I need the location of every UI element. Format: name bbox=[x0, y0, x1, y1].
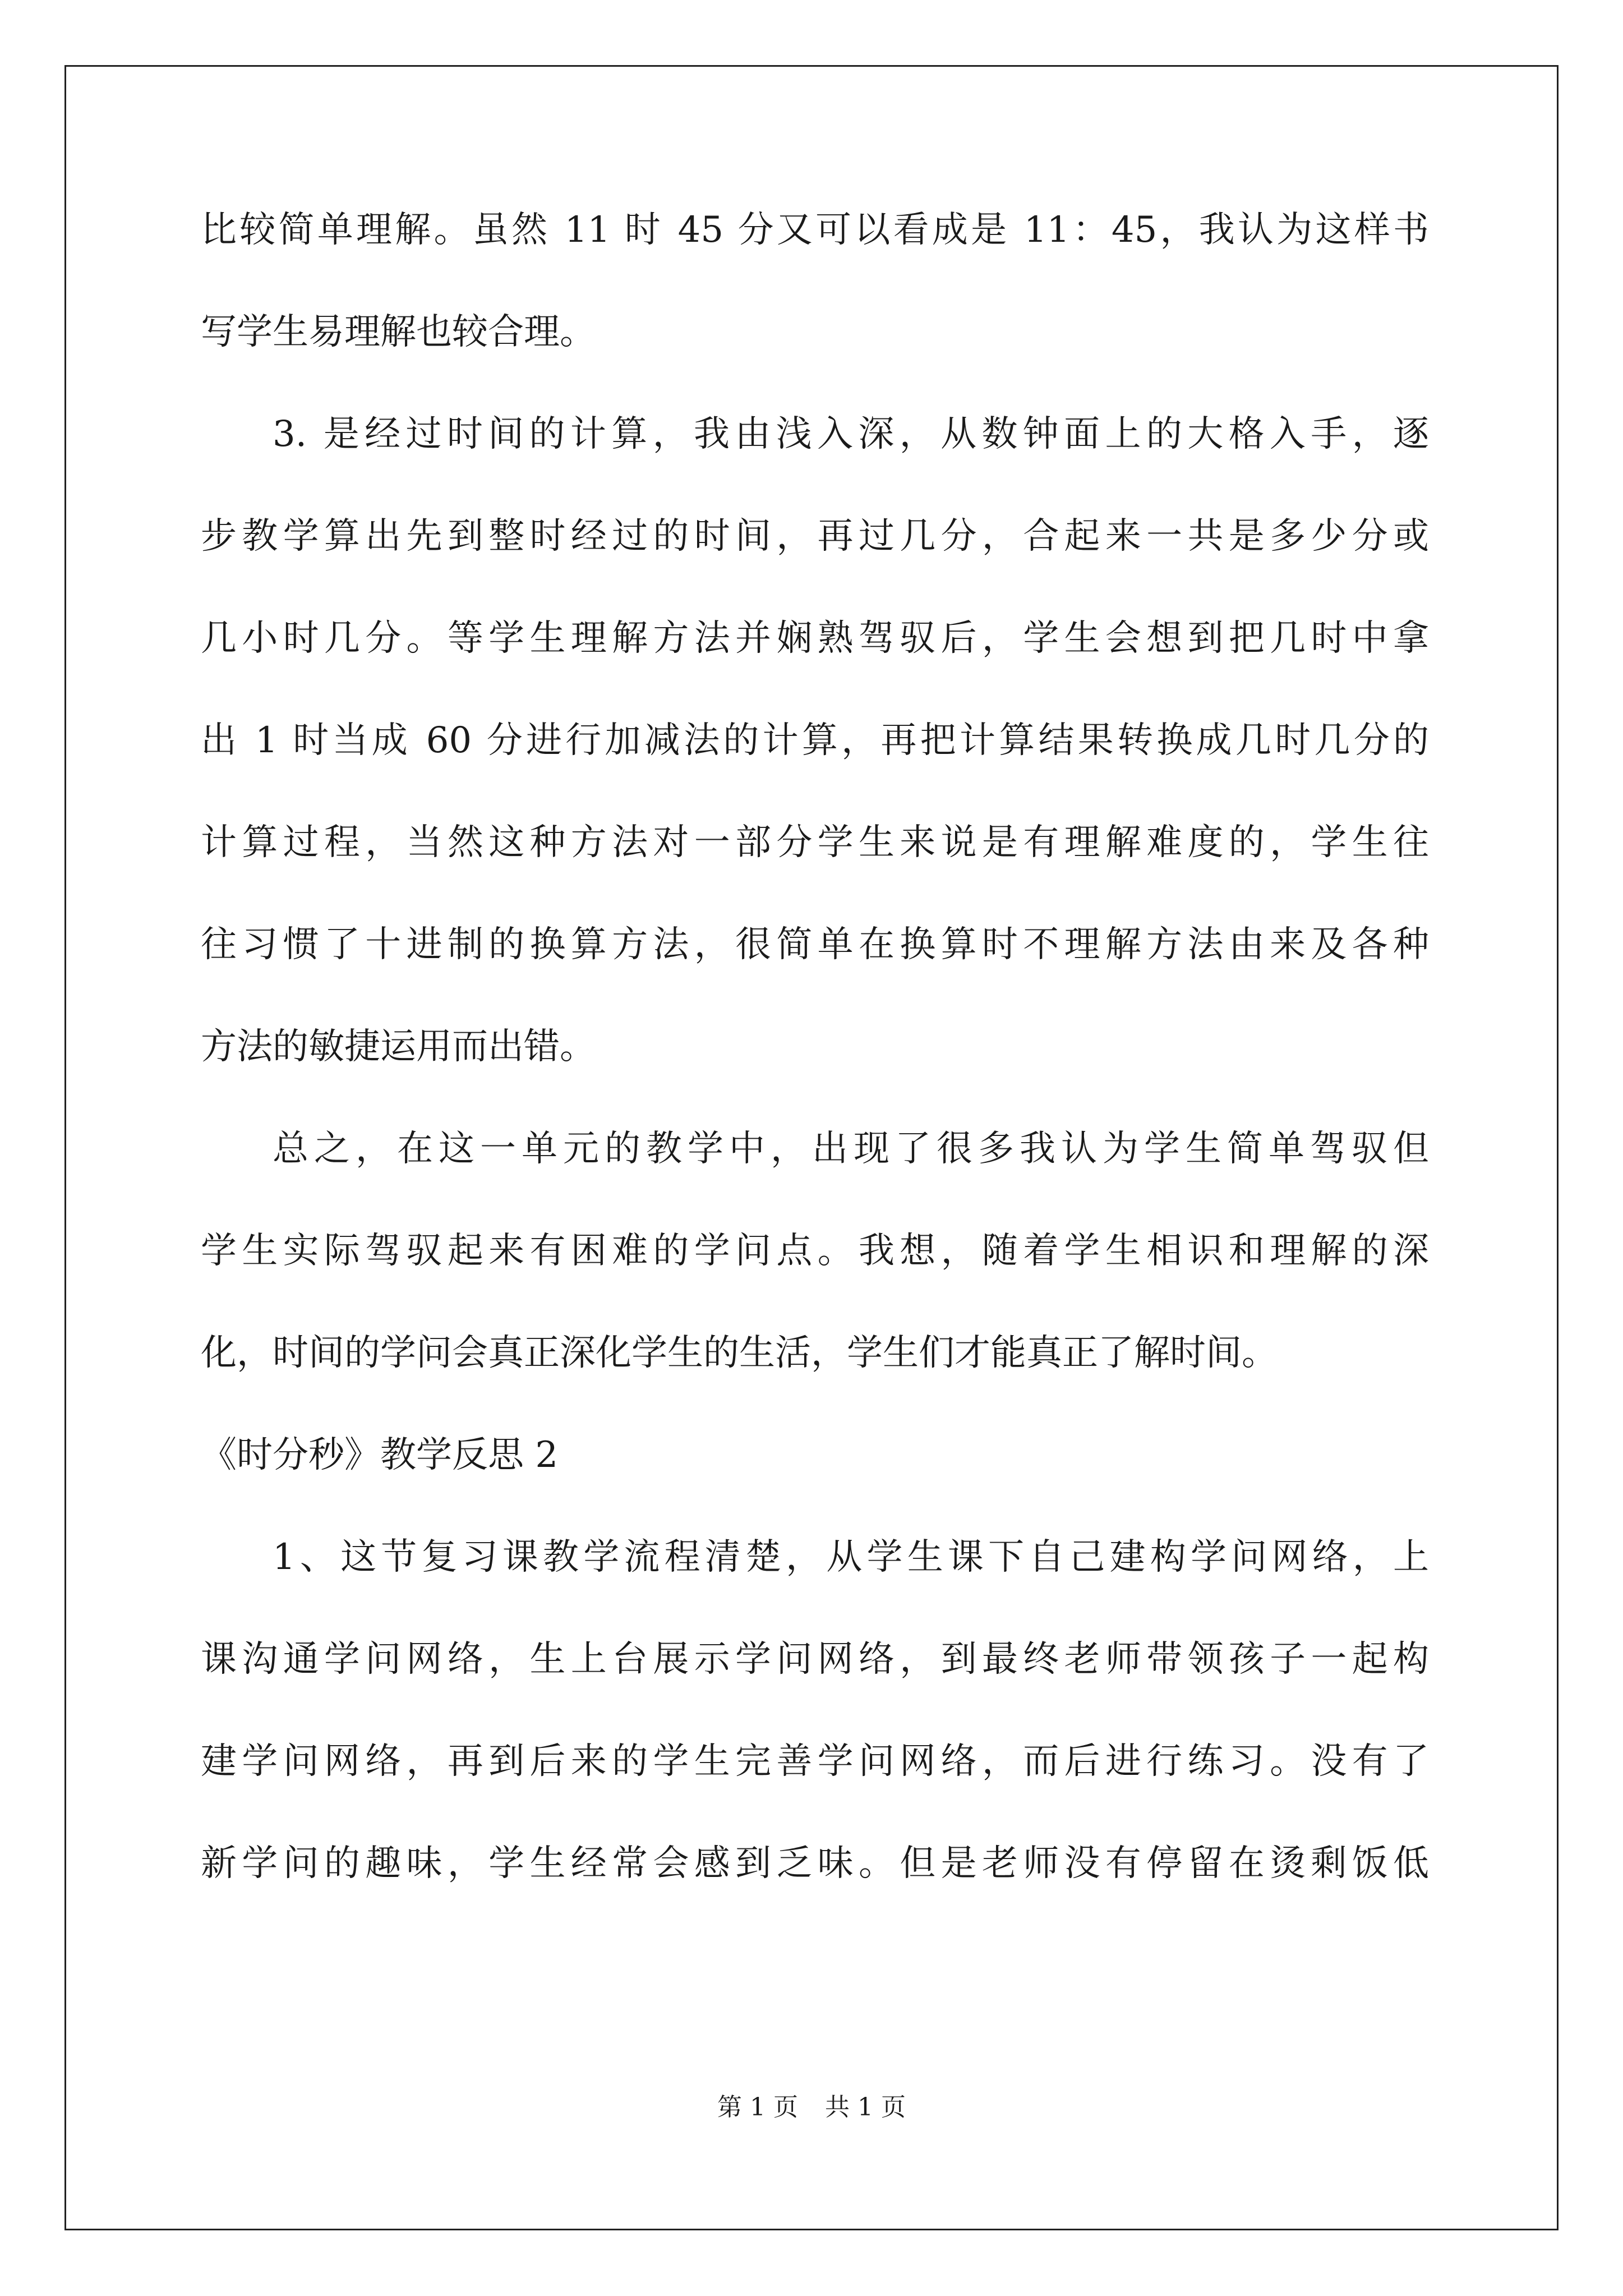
text-line: 步教学算出先到整时经过的时间，再过几分，合起来一共是多少分或 bbox=[201, 516, 1429, 557]
text-line: 方法的敏捷运用而出错。 bbox=[201, 1026, 596, 1068]
text-line: 学生实际驾驭起来有困难的学问点。我想，随着学生相识和理解的深 bbox=[201, 1230, 1429, 1272]
page-total: 共 1 页 bbox=[825, 2093, 906, 2122]
page-number: 第 1 页 bbox=[717, 2093, 798, 2122]
page-footer bbox=[0, 2095, 1623, 2120]
text-line: 化，时间的学问会真正深化学生的生活，学生们才能真正了解时间。 bbox=[201, 1332, 1278, 1374]
text-line: 几小时几分。等学生理解方法并娴熟驾驭后，学生会想到把几时中拿 bbox=[201, 618, 1429, 659]
text-line: 比较简单理解。虽然 11 时 45 分又可以看成是 11：45，我认为这样书 bbox=[201, 209, 1429, 251]
text-line: 往习惯了十进制的换算方法，很简单在换算时不理解方法由来及各种 bbox=[201, 924, 1429, 965]
paragraph-start-line: 3. 是经过时间的计算，我由浅入深，从数钟面上的大格入手，逐 bbox=[273, 413, 1429, 455]
paragraph-start-line: 总之，在这一单元的教学中，出现了很多我认为学生简单驾驭但 bbox=[273, 1128, 1429, 1170]
text-line: 建学问网络，再到后来的学生完善学问网络，而后进行练习。没有了 bbox=[201, 1741, 1429, 1782]
text-line: 计算过程，当然这种方法对一部分学生来说是有理解难度的，学生往 bbox=[201, 822, 1429, 863]
document-body bbox=[201, 209, 1429, 1948]
section-heading: 《时分秒》教学反思 2 bbox=[201, 1434, 559, 1476]
text-line: 课沟通学问网络，生上台展示学问网络，到最终老师带领孩子一起构 bbox=[201, 1639, 1429, 1680]
text-line: 新学问的趣味，学生经常会感到乏味。但是老师没有停留在烫剩饭低 bbox=[201, 1843, 1429, 1884]
text-line: 出 1 时当成 60 分进行加减法的计算，再把计算结果转换成几时几分的 bbox=[201, 720, 1429, 761]
text-line: 写学生易理解也较合理。 bbox=[201, 311, 596, 353]
paragraph-start-line: 1、这节复习课教学流程清楚，从学生课下自己建构学问网络，上 bbox=[273, 1536, 1429, 1578]
